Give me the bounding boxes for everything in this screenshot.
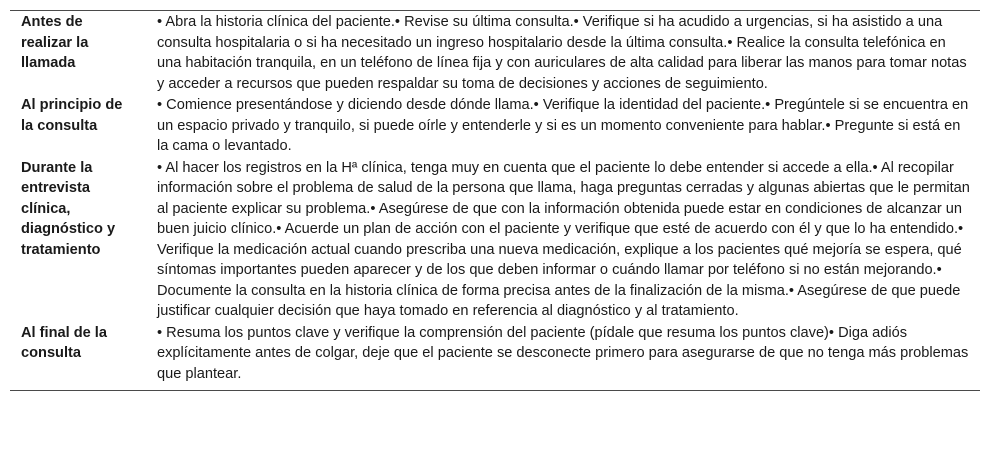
- row-content-start-consultation: • Comience presentándose y diciendo desde dónde llama.• Verifique la identidad del paciente.• Pregúntele si se encuentra en un espacio privado y tranquilo, si puede oírle y entenderle y si es un momento conveniente para hablar.• Pregunte si está en la cama o levantado.: [157, 97, 969, 154]
- row-label-end-consultation: Al final de la consulta: [21, 324, 107, 361]
- row-content-before-call: • Abra la historia clínica del paciente.• Revise su última consulta.• Verifique si ha acudido a urgencias, si ha asistido a una consulta hospitalaria o si ha necesitado un ingreso hospitalario desde la última consulta.• Realice la consulta telefónica en una habitación tranquila, en un teléfono de línea fija y con auriculares de alta calidad para liberar las manos para tomar notas y acceder a recursos que pueden respaldar su toma de decisiones y acciones de seguimiento.: [157, 14, 967, 92]
- row-content-end-consultation: • Resuma los puntos clave y verifique la comprensión del paciente (pídale que resuma los puntos clave)• Diga adiós explícitamente antes de colgar, deje que el paciente se desconecte primero para asegurarse de que no tenga más problemas que plantear.: [157, 324, 969, 382]
- table-row: [10, 322, 980, 391]
- row-content-during-interview: • Al hacer los registros en la Hª clínica, tenga muy en cuenta que el paciente lo debe entender si accede a ella.• Al recopilar información sobre el problema de salud de la persona que llama, haga preguntas cerradas y algunas abiertas que le permitan al paciente explicar su problema.• Asegúrese de que con la información obtenida puede estar en condiciones de alcanzar un buen juicio clínico.• Acuerde un plan de acción con el paciente y verifique que esté de acuerdo con él y que lo ha entendido.• Verifique la medicación actual cuando prescriba una nueva medicación, explique a los pacientes qué mejoría se espera, qué síntomas importantes pueden aparecer y de los que deben informar o cuándo llamar por teléfono si no están mejorando.• Documente la consulta en la historia clínica de forma precisa antes de la finalización de la misma.• Asegúrese de que puede justificar cualquier decisión que haya tomado en referencia al diagnóstico y al tratamiento.: [157, 159, 970, 319]
- guidance-table-container: [10, 10, 980, 391]
- row-label-start-consultation: Al principio de la consulta: [21, 97, 123, 134]
- telephone-consultation-table: [10, 10, 980, 391]
- table-row: [10, 11, 980, 95]
- table-row: [10, 157, 980, 322]
- row-label-before-call: Antes de realizar la llamada: [21, 14, 89, 71]
- table-row: [10, 94, 980, 157]
- row-label-during-interview: Durante la entrevista clínica, diagnóstico y tratamiento: [21, 159, 116, 258]
